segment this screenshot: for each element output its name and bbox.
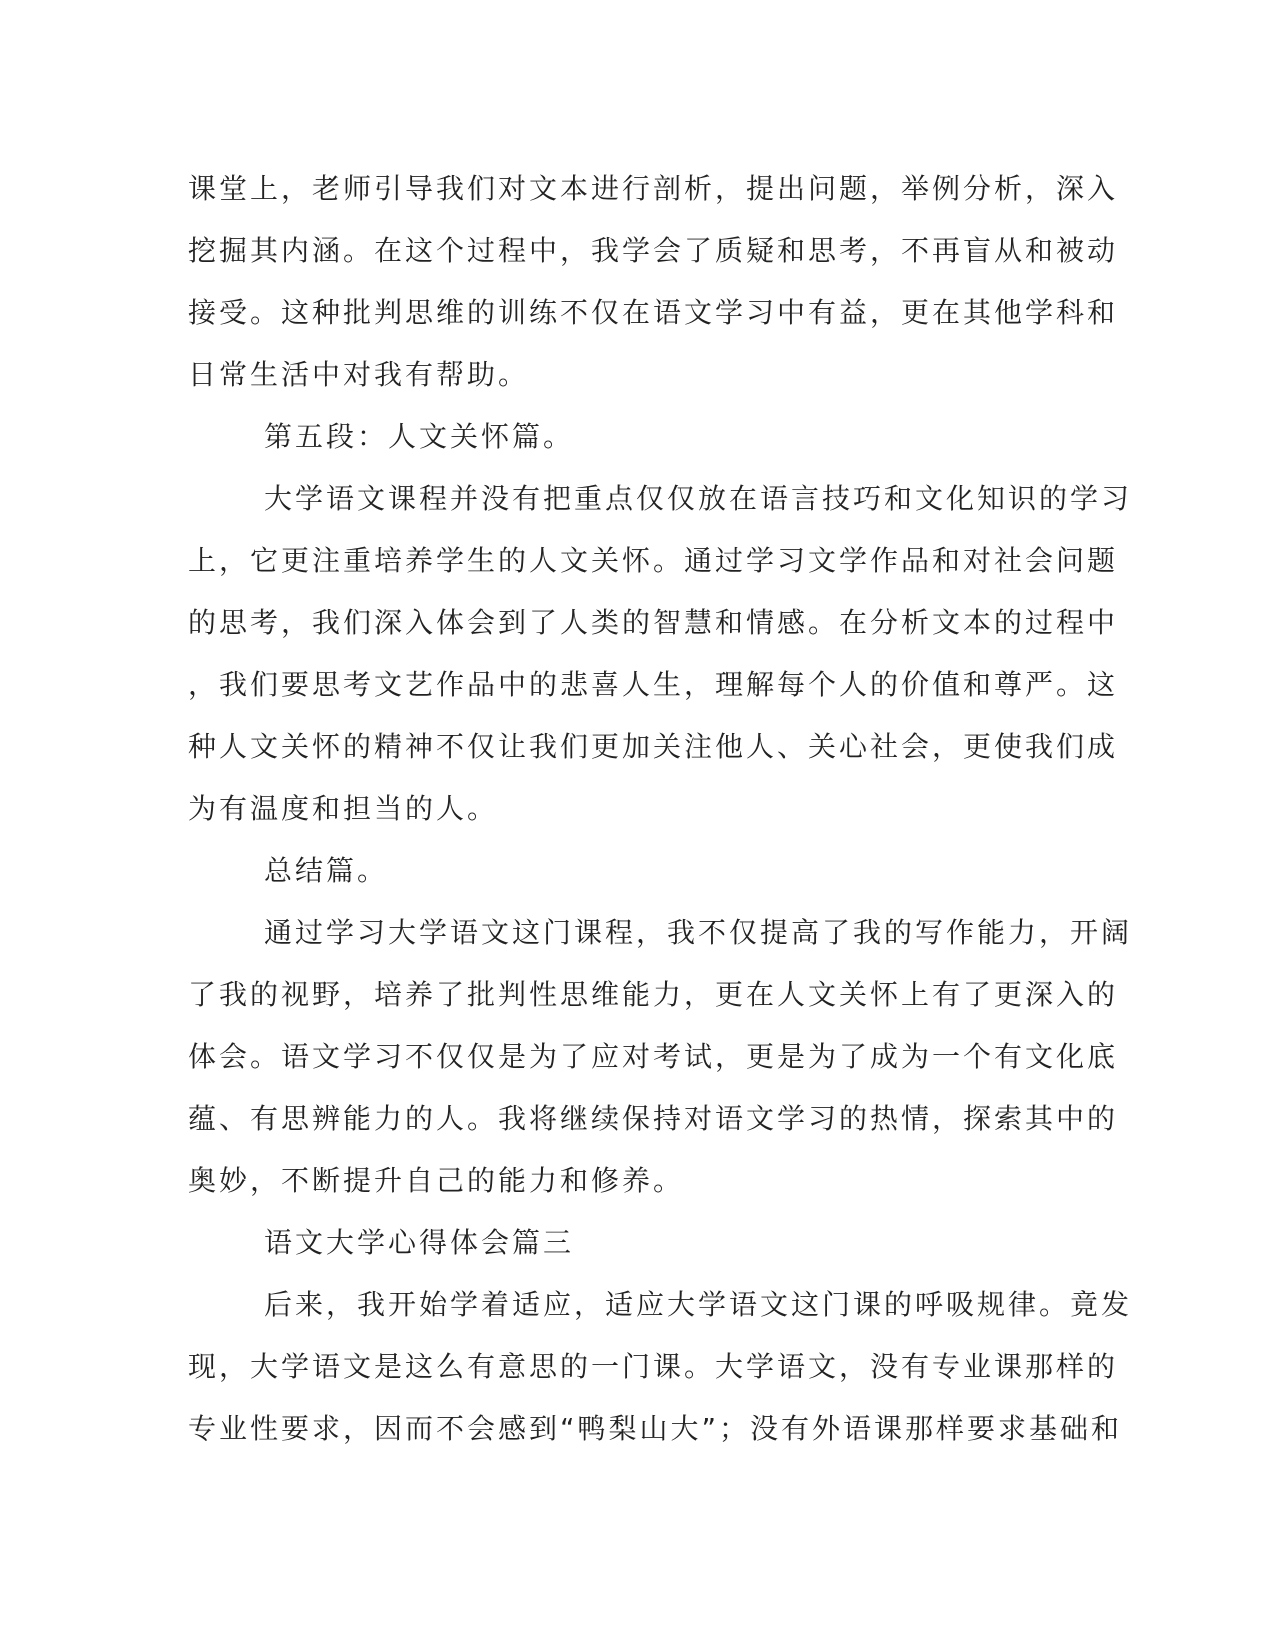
section-heading: 总结篇。 [264, 854, 389, 887]
paragraph-line: 蕴、有思辨能力的人。我将继续保持对语文学习的热情，探索其中的 [188, 1102, 1119, 1135]
paragraph-line: 奥妙，不断提升自己的能力和修养。 [188, 1164, 685, 1197]
paragraph-line: 为有温度和担当的人。 [188, 792, 499, 825]
paragraph-line: 接受。这种批判思维的训练不仅在语文学习中有益，更在其他学科和 [188, 296, 1119, 329]
section-heading: 第五段：人文关怀篇。 [264, 420, 575, 453]
paragraph-line: 大学语文课程并没有把重点仅仅放在语言技巧和文化知识的学习 [264, 482, 1133, 515]
paragraph-line: 体会。语文学习不仅仅是为了应对考试，更是为了成为一个有文化底 [188, 1040, 1119, 1073]
paragraph-line: 挖掘其内涵。在这个过程中，我学会了质疑和思考，不再盲从和被动 [188, 234, 1119, 267]
paragraph-line: ，我们要思考文艺作品中的悲喜人生，理解每个人的价值和尊严。这 [188, 668, 1119, 701]
section-heading: 语文大学心得体会篇三 [264, 1226, 575, 1259]
paragraph-line: 后来，我开始学着适应，适应大学语文这门课的呼吸规律。竟发 [264, 1288, 1133, 1321]
paragraph-line: 课堂上，老师引导我们对文本进行剖析，提出问题，举例分析，深入 [188, 172, 1119, 205]
paragraph-line: 现，大学语文是这么有意思的一门课。大学语文，没有专业课那样的 [188, 1350, 1119, 1383]
paragraph-line: 日常生活中对我有帮助。 [188, 358, 530, 391]
paragraph-line: 种人文关怀的精神不仅让我们更加关注他人、关心社会，更使我们成 [188, 730, 1119, 763]
document-body [188, 158, 1133, 1460]
paragraph-line: 的思考，我们深入体会到了人类的智慧和情感。在分析文本的过程中 [188, 606, 1119, 639]
paragraph-line: 上，它更注重培养学生的人文关怀。通过学习文学作品和对社会问题 [188, 544, 1119, 577]
paragraph-line: 专业性要求，因而不会感到“鸭梨山大”；没有外语课那样要求基础和 [188, 1412, 1123, 1445]
paragraph-line: 通过学习大学语文这门课程，我不仅提高了我的写作能力，开阔 [264, 916, 1133, 949]
paragraph-line: 了我的视野，培养了批判性思维能力，更在人文关怀上有了更深入的 [188, 978, 1119, 1011]
